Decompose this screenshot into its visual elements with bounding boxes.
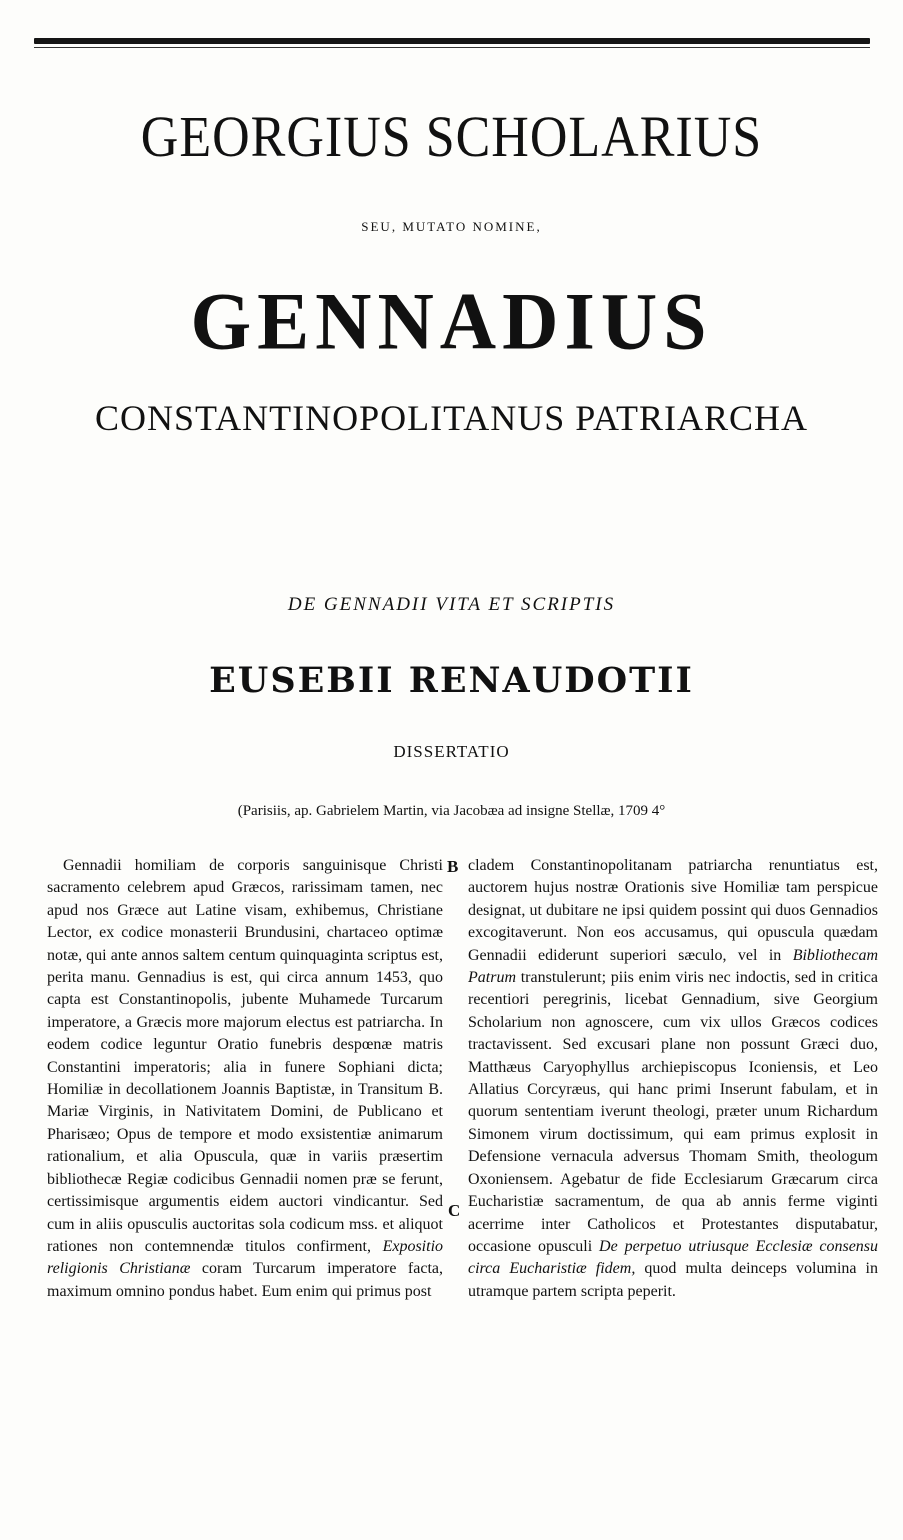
left-text: Gennadii homiliam de corporis sanguinisque Christi sacramento celebrem apud Græcos, rarissimam tamen, nec apud nos Græce aut Latine visam, exhibemus, Christiane Lector, ex codice monasterii Brundusini, chartaceo optimæ notæ, qui ante annos saltem centum quinquaginta scriptus est, perita manu. Gennadius is est, qui circa annum 1453, quo capta est Constantinopolis, jubente Muhamede Turcarum imperatore, a Græcis more majorum electus est patriarcha. In eodem codice leguntur Oratio funebris despœnæ matris Constantini imperatoris; alia in funere Sophiani dicta; Homiliæ in decollationem Joannis Baptistæ, in Transitum B. Mariæ Virginis, in Nativitatem Domini, de Publicano et Pharisæo; Opus de tempore et modo exsistentiæ animarum rationalium, et alia Opuscula, quæ in variis præsertim bibliothecæ Regiæ codicibus Gennadii nomen præ se ferunt, certissimisque argumentis eidem auctori vindicantur. Sed cum in aliis opusculis auctoritas sola codicum mss. et aliquot rationes non contemnendæ titulos confirment, (47, 857, 443, 1255)
author-name: EUSEBII RENAUDOTII (209, 660, 694, 701)
left-italic-title: Expositio religionis Christianæ (47, 1237, 444, 1278)
right-italic-2: De perpetuo utriusque Ecclesiæ consensu circa Eucharistiæ fidem, (468, 1237, 879, 1278)
name-title: GENNADIUS (190, 274, 713, 367)
main-title: GEORGIUS SCHOLARIUS (140, 105, 763, 170)
alias-note: SEU, MUTATO NOMINE, (361, 219, 542, 234)
left-column (47, 855, 443, 1303)
left-text-end: coram Turcarum imperatore facta, maximum omnino pondus habet. Eum enim qui primus post (47, 1260, 444, 1300)
office-title: CONSTANTINOPOLITANUS PATRIARCHA (95, 398, 808, 438)
right-text-3: quod multa deinceps volumina in utramque partem scripta peperit. (468, 1260, 879, 1300)
right-text-1: cladem Constantinopolitanam patriarcha renuntiatus est, auctorem hujus nostræ Orationis sive Homiliæ tam perspicue designat, ut dubitare ne ipsi quidem possint qui duos Gennadios excogitaverunt. Non eos accusamus, qui opuscula quædam Gennadii ediderunt superiori sæculo, vel in (468, 857, 878, 964)
margin-marker-b: B (447, 857, 459, 876)
publication-note: (Parisiis, ap. Gabrielem Martin, via Jacobæa ad insigne Stellæ, 1709 4° (237, 803, 666, 819)
right-column (468, 855, 878, 1303)
right-paragraph (468, 855, 878, 1303)
right-text-2: transtulerunt; piis enim viris nec indoctis, sed in critica recentiori peregrinis, licebat Gennadium, sive Georgium Scholarium non agnoscere, cum vix ullos Græcos codices tractavissent. Sed excusari plane non possunt Græci duo, Matthæus Caryophyllus archiepiscopus Iconiensis, et Leo Allatius Corcyræus, qui hanc primi Inserunt fabulam, et in quorum sententiam iverunt theologi, præter unum Richardum Simonem virum doctissimum, qui eam primus explosit in Defensione vernacula adversus Thomam Smith, theologum Oxoniensem. Agebatur de fide Ecclesiarum Græcarum circa Eucharistiæ sacramentum, de qua ab annis ferme viginti acerrime inter Catholicos et Protestantes disputabatur, occasione opusculi (468, 969, 879, 1255)
dissertation-label: DISSERTATIO (393, 742, 510, 761)
dissertation-heading: DE GENNADII VITA ET SCRIPTIS (287, 594, 616, 615)
left-paragraph (47, 855, 443, 1303)
top-rule (34, 38, 870, 44)
right-italic-1: Bibliothecam Patrum (468, 946, 878, 987)
top-rule-thin (34, 47, 870, 48)
margin-marker-c: C (448, 1201, 461, 1220)
